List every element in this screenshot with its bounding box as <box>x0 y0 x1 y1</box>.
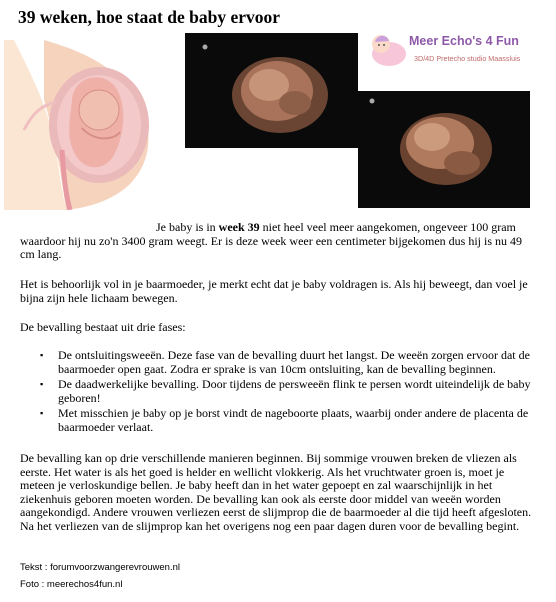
phases-list <box>40 349 540 437</box>
list-item: ▪ De ontsluitingsweeën. Deze fase van de bevalling duurt het langst. De weeën zorgen ervoor dat de baarmoeder open gaat. Zodra er sprake is van 10cm ontsluiting, kan de bevalling beginnen. <box>40 348 530 376</box>
baby-logo-icon <box>367 24 417 74</box>
paragraph-labour-start: De bevalling kan op drie verschillende manieren beginnen. Bij sommige vrouwen breken de vliezen als eerste. Het water is als het goed is helder en wellicht vlokkerig. Als het vruchtwater groen is, moet je meteen je verloskundige bellen. Je baby heeft dan in het water gepoept en zal waarschijnlijk in het ziekenhuis geboren moeten worden. De bevalling kan ook als eerste door middel van weeën worden aangekondigd. Andere vrouwen verliezen eerst de slijmprop die de baarmoeder al die tijd heeft afgesloten. Na het verliezen van de slijmprop kan het overigens nog een paar dagen duren voor de bevalling begint. <box>20 451 532 533</box>
week-highlight: week 39 <box>218 220 260 234</box>
paragraph-phases-intro: De bevalling bestaat uit drie fases: <box>20 320 186 334</box>
brand-logo <box>367 22 537 80</box>
ultrasound-image-1 <box>185 33 358 148</box>
page-title: 39 weken, hoe staat de baby ervoor <box>18 7 280 27</box>
pregnancy-illustration <box>4 40 180 210</box>
list-item: ▪ De daadwerkelijke bevalling. Door tijdens de persweeën flink te persen wordt uiteindelijk de baby geboren! <box>40 377 531 405</box>
intro-paragraph: Je baby is in week 39 niet heel veel meer aangekomen, ongeveer 100 gram waardoor hij nu zo'n 3400 gram weegt. Er is deze week weer een centimeter bijgekomen dus hij is nu 49 cm lang. <box>20 220 523 262</box>
logo-brand-text: Meer Echo's 4 Fun <box>409 34 519 48</box>
source-photo: Foto : meerechos4fun.nl <box>20 579 123 590</box>
bullet-icon: ▪ <box>40 350 44 360</box>
paragraph-womb: Het is behoorlijk vol in je baarmoeder, je merkt echt dat je baby voldragen is. Als hij beweegt, dan voel je bijna zijn hele lichaam bewegen. <box>20 277 528 305</box>
bullet-icon: ▪ <box>40 379 44 390</box>
list-item: ▪ Met misschien je baby op je borst vindt de nageboorte plaats, waarbij onder andere de placenta de baarmoeder verlaat. <box>40 406 529 434</box>
logo-subtitle: 3D/4D Pretecho studio Maassluis <box>414 54 521 63</box>
ultrasound-image-2 <box>358 91 530 208</box>
bullet-icon: ▪ <box>40 408 44 419</box>
source-text: Tekst : forumvoorzwangerevrouwen.nl <box>20 562 180 573</box>
